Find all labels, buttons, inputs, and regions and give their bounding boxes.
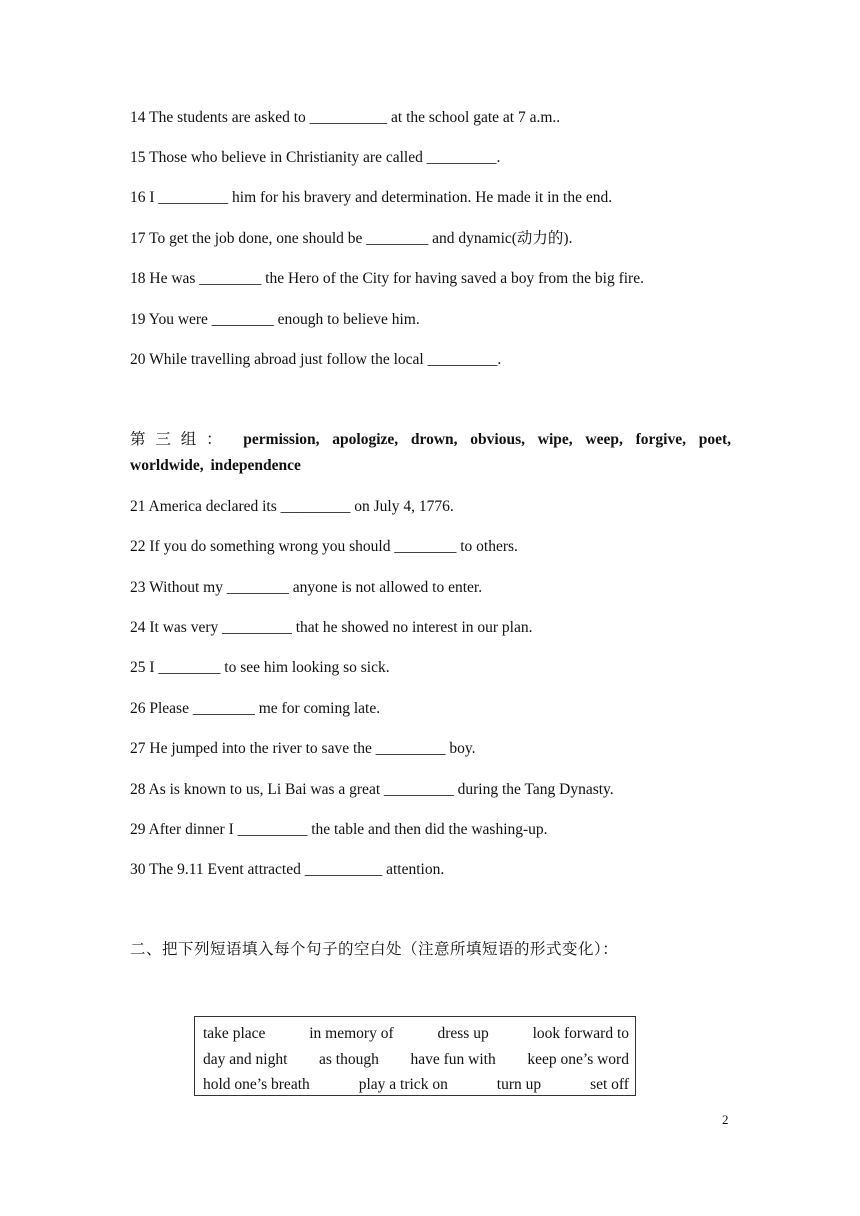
phrase-item: dress up — [437, 1025, 489, 1042]
phrase-item: play a trick on — [358, 1076, 448, 1093]
question-19: 19 You were ________ enough to believe him. — [130, 311, 420, 328]
question-17: 17 To get the job done, one should be ________ and dynamic(动力的). — [130, 230, 573, 247]
question-29: 29 After dinner I _________ the table and then did the washing-up. — [130, 821, 548, 838]
phrase-item: turn up — [496, 1076, 542, 1093]
question-25: 25 I ________ to see him looking so sick. — [130, 659, 390, 676]
phrase-item: in memory of — [309, 1025, 394, 1042]
question-27: 27 He jumped into the river to save the _________ boy. — [130, 740, 476, 757]
question-30: 30 The 9.11 Event attracted __________ attention. — [130, 861, 445, 878]
question-22: 22 If you do something wrong you should ________ to others. — [130, 538, 518, 555]
question-21: 21 America declared its _________ on July 4, 1776. — [130, 498, 454, 515]
group-3-label: 第三组： — [130, 431, 232, 448]
question-15: 15 Those who believe in Christianity are called _________. — [130, 149, 501, 166]
question-23: 23 Without my ________ anyone is not allowed to enter. — [130, 579, 483, 596]
phrase-item: take place — [203, 1025, 266, 1042]
phrase-item: day and night — [203, 1050, 288, 1068]
phrase-item: hold one’s breath — [203, 1076, 310, 1093]
section-2-title: 二、把下列短语填入每个句子的空白处（注意所填短语的形式变化）： — [130, 941, 619, 958]
question-26: 26 Please ________ me for coming late. — [130, 700, 381, 717]
group-3-header — [130, 427, 731, 479]
phrase-item: have fun with — [410, 1050, 496, 1068]
phrase-row-2 — [203, 1047, 629, 1073]
question-24: 24 It was very _________ that he showed no interest in our plan. — [130, 619, 533, 636]
phrase-row-1 — [203, 1021, 629, 1047]
question-18: 18 He was ________ the Hero of the City for having saved a boy from the big fire. — [130, 270, 644, 287]
phrase-item: as though — [319, 1050, 379, 1068]
question-14: 14 The students are asked to __________ at the school gate at 7 a.m.. — [130, 109, 561, 126]
question-20: 20 While travelling abroad just follow the local _________. — [130, 351, 502, 368]
page-number: 2 — [722, 1112, 729, 1127]
phrase-item: look forward to — [532, 1025, 629, 1042]
question-28: 28 As is known to us, Li Bai was a great _________ during the Tang Dynasty. — [130, 781, 614, 798]
phrase-item: set off — [590, 1076, 629, 1093]
phrase-row-3 — [203, 1072, 629, 1098]
phrase-box — [194, 1016, 636, 1096]
phrase-item: keep one’s word — [527, 1050, 629, 1068]
question-16: 16 I _________ him for his bravery and determination. He made it in the end. — [130, 189, 613, 206]
group-3-word-list: permission, apologize, drown, obvious, wipe, weep, forgive, poet, worldwide, independence — [130, 431, 731, 474]
